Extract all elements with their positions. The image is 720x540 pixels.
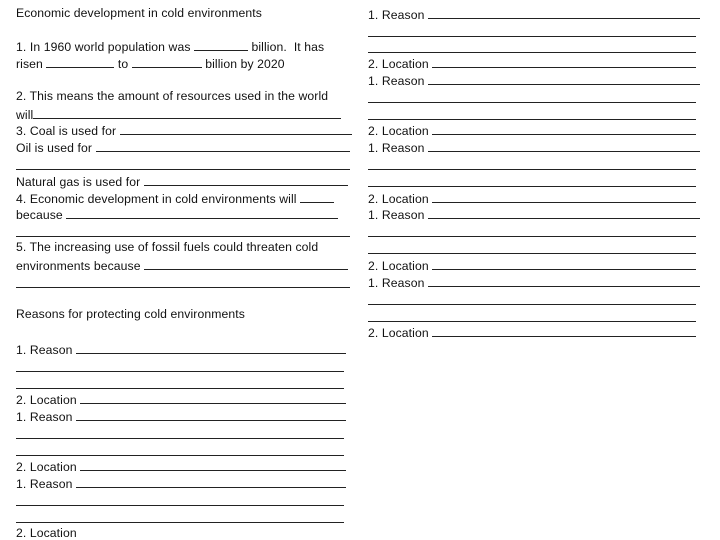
question-5-line-2: [16, 257, 348, 273]
location-label: 2. Location: [368, 192, 429, 206]
location-label: 2. Location: [16, 393, 77, 407]
left-location-2: [16, 458, 346, 474]
reason-label: 1. Reason: [368, 208, 425, 222]
q3-oil-blank[interactable]: [96, 139, 350, 152]
reason-answer-line[interactable]: [368, 253, 696, 254]
reason-answer-line[interactable]: [368, 321, 696, 322]
q4-blank-will[interactable]: [300, 190, 334, 203]
q4-because-label: because: [16, 208, 63, 222]
right-location-5: [368, 324, 696, 340]
reasons-section-title: Reasons for protecting cold environments: [16, 307, 245, 321]
reason-label: 1. Reason: [368, 141, 425, 155]
right-reason-3: [368, 139, 700, 155]
q5-answer-line[interactable]: [16, 287, 350, 288]
location-label: 2. Location: [368, 326, 429, 340]
location-label: 2. Location: [368, 259, 429, 273]
right-reason-4: [368, 206, 700, 222]
q5-blank[interactable]: [144, 257, 348, 270]
question-3-oil: [16, 139, 350, 155]
reason-answer-line[interactable]: [368, 304, 696, 305]
right-reason-1: [368, 6, 700, 22]
location-label: 2. Location: [368, 124, 429, 138]
left-location-3: 2. Location: [16, 526, 77, 540]
reason-blank[interactable]: [76, 341, 346, 354]
reason-label: 1. Reason: [16, 477, 73, 491]
reason-answer-line[interactable]: [368, 119, 696, 120]
location-blank[interactable]: [432, 257, 696, 270]
location-blank[interactable]: [432, 122, 696, 135]
q4-text: 4. Economic development in cold environments will: [16, 192, 297, 206]
question-3-coal: [16, 122, 352, 138]
question-3-gas: [16, 173, 348, 189]
q3-gas-label: Natural gas is used for: [16, 175, 141, 189]
q1-text-a: 1. In 1960 world population was: [16, 40, 195, 54]
left-reason-2: [16, 408, 346, 424]
question-2-line-1: 2. This means the amount of resources used in the world: [16, 89, 329, 103]
reason-answer-line[interactable]: [16, 371, 344, 372]
location-blank[interactable]: [432, 190, 696, 203]
reason-answer-line[interactable]: [368, 52, 696, 53]
right-location-3: [368, 190, 696, 206]
location-label: 2. Location: [16, 460, 77, 474]
question-1-line-1: [16, 38, 324, 54]
right-location-4: [368, 257, 696, 273]
question-1-line-2: [16, 55, 285, 71]
left-reason-1: [16, 341, 346, 357]
reason-blank[interactable]: [428, 139, 700, 152]
reason-blank[interactable]: [76, 408, 346, 421]
worksheet-title: Economic development in cold environments: [16, 6, 262, 20]
q1-blank-2020[interactable]: [132, 55, 202, 68]
reason-answer-line[interactable]: [16, 438, 344, 439]
q1-text-d: to: [114, 57, 132, 71]
location-blank[interactable]: [80, 391, 346, 404]
reason-blank[interactable]: [76, 475, 346, 488]
q1-text-c: risen: [16, 57, 47, 71]
question-4-line-1: [16, 190, 334, 206]
reason-label: 1. Reason: [16, 410, 73, 424]
reason-answer-line[interactable]: [368, 36, 696, 37]
reason-blank[interactable]: [428, 6, 700, 19]
q3-gas-blank[interactable]: [144, 173, 348, 186]
question-2-line-2: [16, 106, 341, 122]
reason-label: 1. Reason: [368, 74, 425, 88]
reason-answer-line[interactable]: [16, 505, 344, 506]
reason-answer-line[interactable]: [16, 522, 344, 523]
reason-blank[interactable]: [428, 274, 700, 287]
reason-blank[interactable]: [428, 206, 700, 219]
location-blank[interactable]: [80, 458, 346, 471]
reason-answer-line[interactable]: [368, 236, 696, 237]
reason-label: 1. Reason: [368, 8, 425, 22]
location-label: 2. Location: [368, 57, 429, 71]
q1-blank-risen[interactable]: [46, 55, 114, 68]
question-5-line-1: 5. The increasing use of fossil fuels could threaten cold: [16, 240, 319, 254]
reason-answer-line[interactable]: [368, 186, 696, 187]
q4-because-blank[interactable]: [66, 206, 338, 219]
q2-text-will: will: [16, 108, 34, 122]
reason-label: 1. Reason: [368, 276, 425, 290]
location-blank[interactable]: [432, 55, 696, 68]
reason-blank[interactable]: [428, 72, 700, 85]
left-reason-3: [16, 475, 346, 491]
left-location-1: [16, 391, 346, 407]
reason-answer-line[interactable]: [16, 388, 344, 389]
reason-answer-line[interactable]: [16, 455, 344, 456]
right-reason-5: [368, 274, 700, 290]
right-reason-2: [368, 72, 700, 88]
right-location-2: [368, 122, 696, 138]
location-blank[interactable]: [432, 324, 696, 337]
q5-text: environments because: [16, 259, 141, 273]
q4-answer-line[interactable]: [16, 236, 350, 237]
question-4-line-2: [16, 206, 338, 222]
q1-blank-1960[interactable]: [194, 38, 248, 51]
reason-answer-line[interactable]: [368, 169, 696, 170]
q1-text-e: billion by 2020: [201, 57, 285, 71]
q1-text-b: billion. It has: [248, 40, 325, 54]
q3-oil-answer-line[interactable]: [16, 169, 350, 170]
q3-coal-blank[interactable]: [120, 122, 352, 135]
q2-blank[interactable]: [33, 106, 341, 119]
reason-label: 1. Reason: [16, 343, 73, 357]
q3-coal-label: 3. Coal is used for: [16, 124, 117, 138]
reason-answer-line[interactable]: [368, 102, 696, 103]
q3-oil-label: Oil is used for: [16, 141, 93, 155]
right-location-1: [368, 55, 696, 71]
